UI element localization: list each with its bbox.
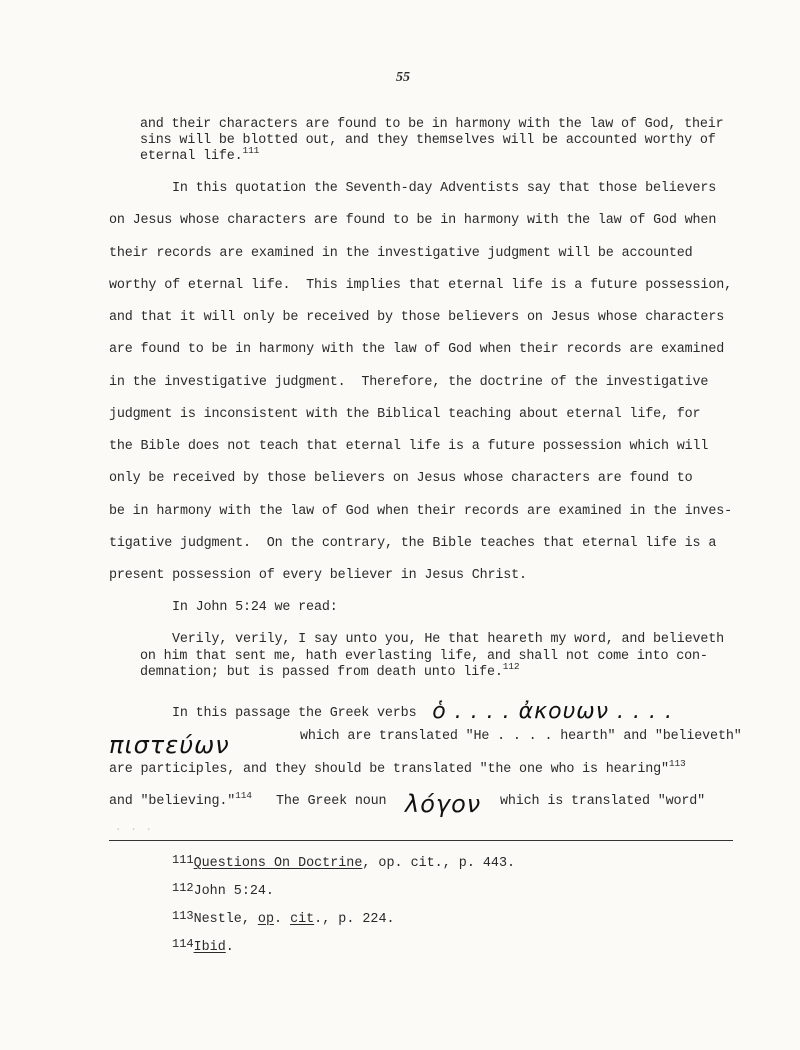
body-line-5: and that it will only be received by those believers on Jesus whose characters: [109, 310, 725, 325]
body-line-6: are found to be in harmony with the law of God when their records are examined: [109, 342, 725, 357]
footnote-divider: [109, 840, 733, 841]
footnote-112: $^{112}$John 5:24.: [172, 881, 274, 899]
greek-para-line-1: In this passage the Greek verbs ὁ . . . . ἀκουων . . . .: [172, 699, 673, 724]
footnote-114-title: Ibid: [193, 940, 226, 955]
quote-john-line-1: Verily, verily, I say unto you, He that heareth my word, and believeth: [172, 632, 724, 647]
greek-para-line-4: and "believing."$^{114}$: [109, 790, 252, 809]
john-intro: In John 5:24 we read:: [172, 600, 338, 615]
greek-para-line-4c: which is translated "word": [500, 794, 706, 809]
greek-noun-word: λόγον: [405, 790, 482, 818]
footnote-113: $^{113}$Nestle, op. cit., p. 224.: [172, 909, 395, 927]
quote-top-line-3: eternal life.$^{111}$: [140, 145, 260, 164]
greek-para-line-2: [109, 729, 230, 757]
body-line-3: their records are examined in the investigative judgment will be accounted: [109, 246, 693, 261]
quote-top-line-2: sins will be blotted out, and they themselves will be accounted worthy of: [140, 133, 716, 148]
quote-top-line-1: and their characters are found to be in harmony with the law of God, their: [140, 117, 724, 132]
body-line-12: tigative judgment. On the contrary, the Bible teaches that eternal life is a: [109, 536, 717, 551]
footnote-114: $^{114}$Ibid.: [172, 937, 234, 955]
footnote-ref-112: 112: [502, 661, 520, 672]
body-line-13: present possession of every believer in Jesus Christ.: [109, 568, 527, 583]
greek-para-line-4b: The Greek noun: [276, 794, 387, 809]
body-line-4: worthy of eternal life. This implies that eternal life is a future possession,: [109, 278, 732, 293]
footnote-111-title: Questions On Doctrine: [193, 856, 363, 871]
page-number: 55: [396, 70, 410, 85]
body-line-7: in the investigative judgment. Therefore, the doctrine of the investigative: [109, 375, 709, 390]
greek-verb-believing: πιστεύων: [109, 731, 230, 759]
greek-verbs-hearing: ὁ . . . . ἀκουων . . . .: [432, 699, 673, 724]
footnote-111: $^{111}$Questions On Doctrine, op. cit., p. 443.: [172, 853, 516, 871]
quote-john-line-2: on him that sent me, hath everlasting life, and shall not come into con-: [140, 649, 708, 664]
faded-text: . . .: [115, 822, 154, 834]
body-line-9: the Bible does not teach that eternal life is a future possession which will: [109, 439, 709, 454]
greek-para-line-2-text: which are translated "He . . . . hearth" and "believeth": [300, 729, 742, 744]
greek-para-line-3: are participles, and they should be translated "the one who is hearing"$^{113}$: [109, 758, 686, 777]
footnote-ref-113: 113: [668, 758, 686, 769]
body-line-1: In this quotation the Seventh-day Adventists say that those believers: [172, 181, 717, 196]
body-line-2: on Jesus whose characters are found to be in harmony with the law of God when: [109, 213, 717, 228]
body-line-11: be in harmony with the law of God when their records are examined in the inves-: [109, 504, 732, 519]
body-line-8: judgment is inconsistent with the Biblical teaching about eternal life, for: [109, 407, 701, 422]
quote-john-line-3: demnation; but is passed from death unto life.$^{112}$: [140, 661, 520, 680]
footnote-ref-114: 114: [235, 790, 252, 801]
body-line-10: only be received by those believers on Jesus whose characters are found to: [109, 471, 693, 486]
footnote-ref-111: 111: [242, 145, 260, 156]
